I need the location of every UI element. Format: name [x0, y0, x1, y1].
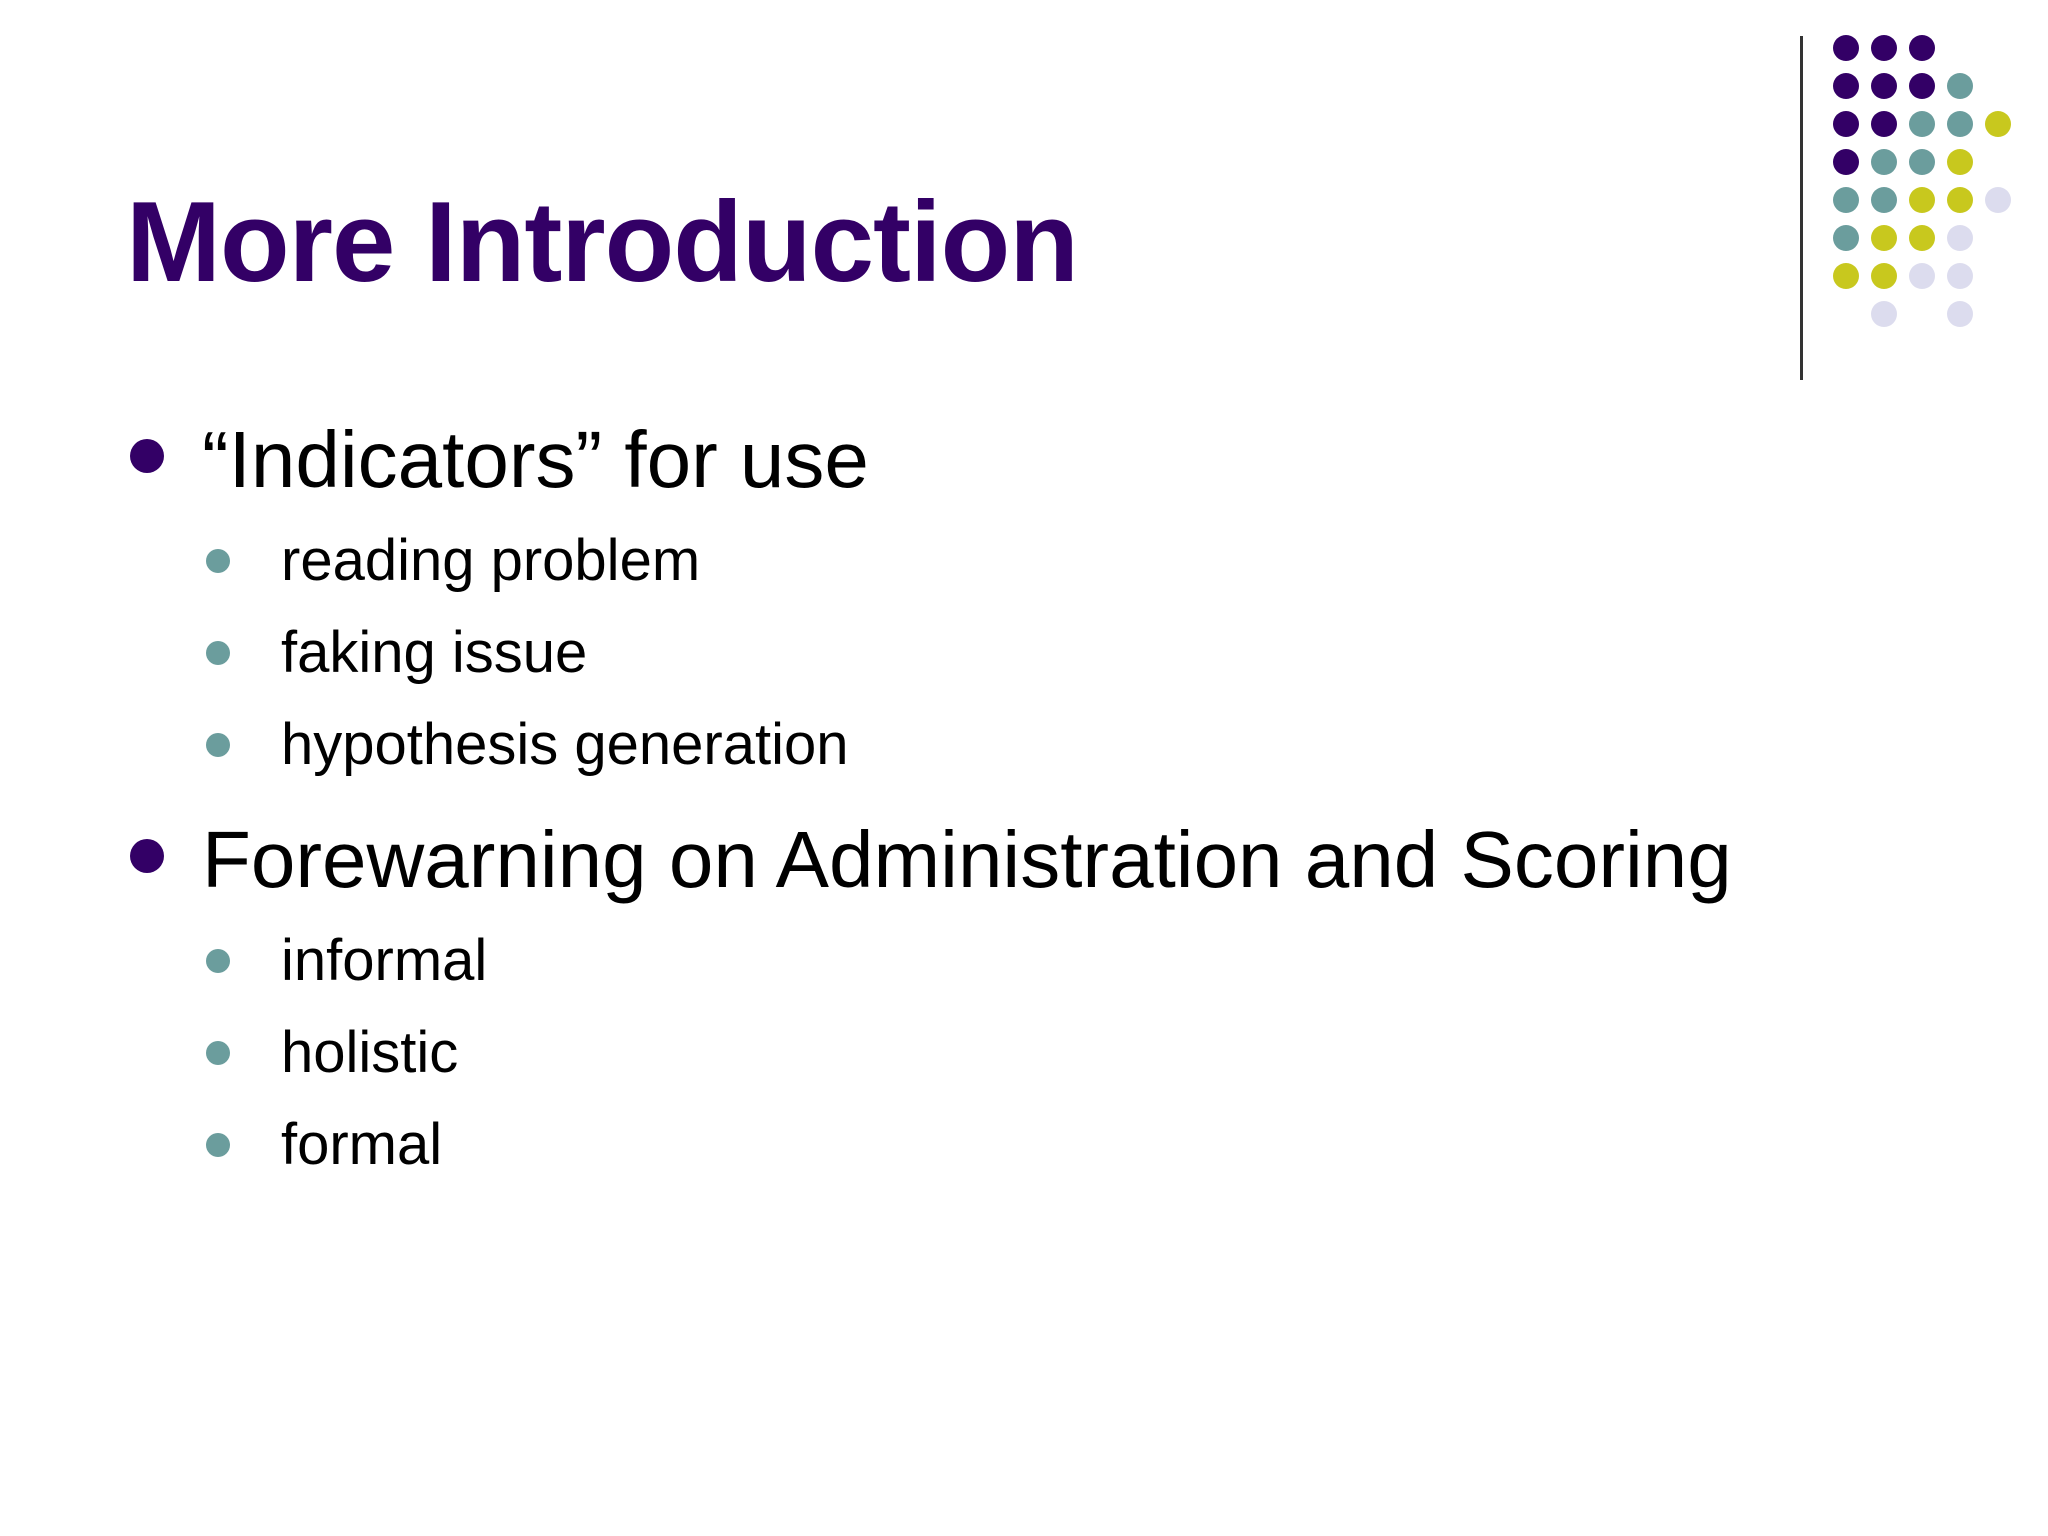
decorative-dot — [1947, 263, 1973, 289]
decorative-dot — [1909, 149, 1935, 175]
decorative-dot — [1909, 73, 1935, 99]
decorative-dot — [1947, 73, 1973, 99]
sub-bullet-item — [126, 1099, 1926, 1191]
bullet-text: “Indicators” for use — [202, 415, 869, 504]
decorative-dot — [1909, 263, 1935, 289]
sub-bullet-dot-icon — [206, 1041, 230, 1065]
sub-bullet-text: holistic — [281, 1020, 459, 1085]
decorative-dot — [1909, 111, 1935, 137]
decorative-dot — [1871, 111, 1897, 137]
decorative-dot — [1947, 225, 1973, 251]
decorative-dot — [1947, 111, 1973, 137]
sub-bullet-text: formal — [281, 1112, 443, 1177]
bullet-list — [126, 405, 1926, 1191]
bullet-dot-icon — [130, 439, 164, 473]
slide-title: More Introduction — [126, 179, 1078, 306]
bullet-item — [126, 405, 1926, 515]
sub-bullet-dot-icon — [206, 949, 230, 973]
decorative-dot — [1833, 225, 1859, 251]
decorative-dot — [1871, 73, 1897, 99]
sub-bullet-text: reading problem — [281, 528, 701, 593]
bullet-item — [126, 805, 1926, 915]
decorative-dot — [1833, 263, 1859, 289]
vertical-divider — [1800, 36, 1803, 380]
decorative-dot — [1833, 73, 1859, 99]
decorative-dot — [1871, 263, 1897, 289]
sub-bullet-item — [126, 915, 1926, 1007]
sub-bullet-dot-icon — [206, 733, 230, 757]
decorative-dot — [1871, 149, 1897, 175]
decorative-dot — [1947, 187, 1973, 213]
decorative-dot — [1833, 149, 1859, 175]
sub-bullet-item — [126, 515, 1926, 607]
decorative-dot — [1909, 187, 1935, 213]
bullet-dot-icon — [130, 839, 164, 873]
decorative-dot — [1871, 301, 1897, 327]
sub-bullet-text: informal — [281, 928, 488, 993]
decorative-dot — [1871, 187, 1897, 213]
sub-bullet-item — [126, 699, 1926, 791]
decorative-dot — [1833, 111, 1859, 137]
decorative-dot — [1985, 111, 2011, 137]
sub-bullet-dot-icon — [206, 1133, 230, 1157]
sub-bullet-item — [126, 607, 1926, 699]
sub-bullet-text: hypothesis generation — [281, 712, 849, 777]
decorative-dot — [1909, 35, 1935, 61]
sub-bullet-dot-icon — [206, 549, 230, 573]
decorative-dot-pattern — [1828, 30, 2028, 340]
decorative-dot — [1947, 301, 1973, 327]
decorative-dot — [1947, 149, 1973, 175]
bullet-text: Forewarning on Administration and Scoring — [202, 815, 1732, 904]
sub-bullet-dot-icon — [206, 641, 230, 665]
sub-bullet-text: faking issue — [281, 620, 588, 685]
sub-bullet-item — [126, 1007, 1926, 1099]
decorative-dot — [1833, 187, 1859, 213]
decorative-dot — [1833, 35, 1859, 61]
decorative-dot — [1985, 187, 2011, 213]
decorative-dot — [1909, 225, 1935, 251]
decorative-dot — [1871, 35, 1897, 61]
decorative-dot — [1871, 225, 1897, 251]
